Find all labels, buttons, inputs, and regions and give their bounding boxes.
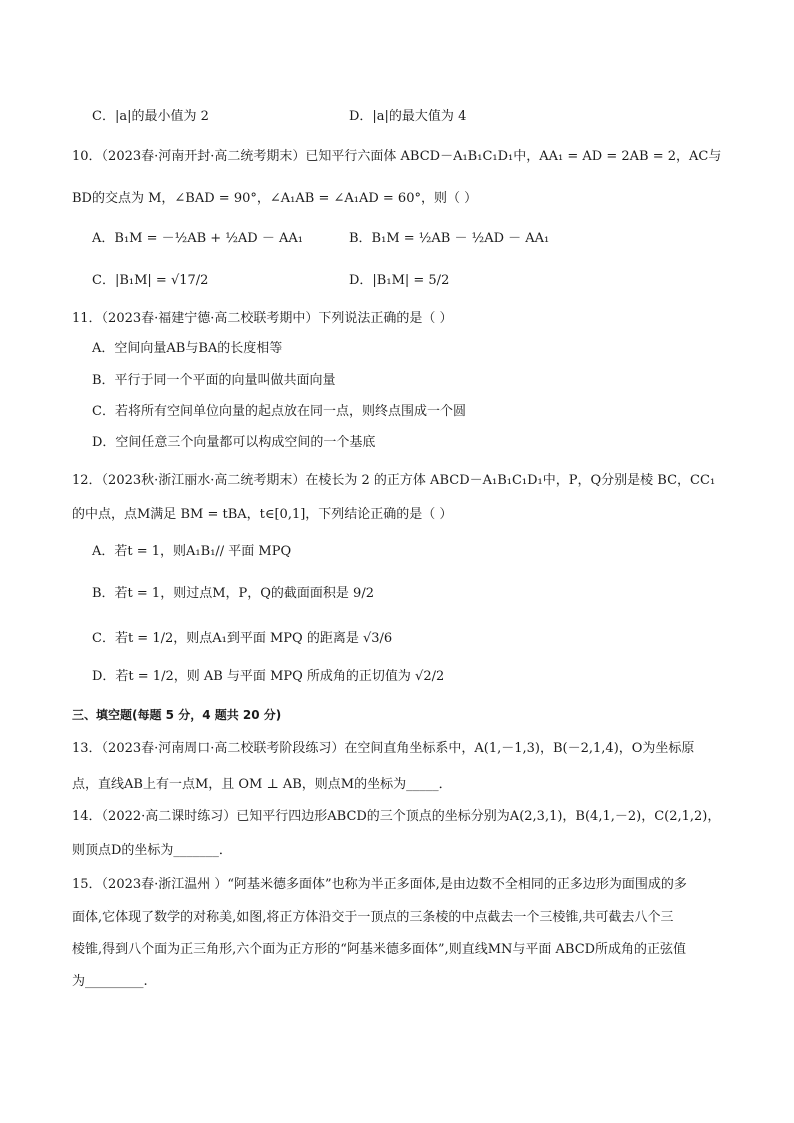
section-3-heading: 三、填空题(每题 5 分，4 题共 20 分) — [72, 708, 282, 722]
q11-option-d: D．空间任意三个向量都可以构成空间的一个基底 — [92, 435, 376, 450]
q14-stem-line2: 则顶点D的坐标为_______． — [72, 843, 232, 858]
q9-option-d: D．|a|的最大值为 4 — [349, 109, 467, 124]
q12-stem-line1: 12．（2023秋·浙江丽水·高二统考期末）在棱长为 2 的正方体 ABCD－A₁B₁C₁D₁中，P，Q分别是棱 BC，CC₁ — [72, 473, 716, 488]
q13-stem-line2: 点，直线AB上有一点M，且 OM ⊥ AB，则点M的坐标为_____． — [72, 777, 452, 792]
q12-option-d: D．若t = 1/2，则 AB 与平面 MPQ 所成角的正切值为 √2/2 — [92, 669, 445, 684]
q10-option-a: A．B₁M = －½AB + ½AD － AA₁ — [92, 231, 303, 246]
q13-stem-line1: 13．（2023春·河南周口·高二校联考阶段练习）在空间直角坐标系中，A(1,－1,3)，B(－2,1,4)，O为坐标原 — [72, 741, 695, 756]
q10-stem-line1: 10．（2023春·河南开封·高二统考期末）已知平行六面体 ABCD－A₁B₁C₁D₁中，AA₁ = AD = 2AB = 2，AC与 — [72, 149, 722, 164]
q11-option-a: A．空间向量AB与BA的长度相等 — [92, 341, 283, 356]
q12-option-a: A．若t = 1，则A₁B₁// 平面 MPQ — [92, 544, 292, 559]
q12-option-b: B．若t = 1，则过点M，P，Q的截面面积是 9/2 — [92, 586, 374, 601]
q10-option-d: D．|B₁M| = 5/2 — [349, 273, 450, 288]
q15-stem-line4: 为_________. — [72, 974, 148, 989]
q12-option-c: C．若t = 1/2，则点A₁到平面 MPQ 的距离是 √3/6 — [92, 631, 393, 646]
q15-stem-line1: 15．（2023春·浙江温州 ）“阿基米德多面体”也称为半正多面体,是由边数不全相同的正多边形为面围成的多 — [72, 877, 687, 892]
q11-option-c: C．若将所有空间单位向量的起点放在同一点，则终点围成一个圆 — [92, 404, 466, 419]
q10-stem-line2: BD的交点为 M，∠BAD = 90°，∠A₁AB = ∠A₁AD = 60°，则（ ） — [72, 191, 478, 206]
q14-stem-line1: 14．（2022·高二课时练习）已知平行四边形ABCD的三个顶点的坐标分别为A(2,3,1)，B(4,1,－2)，C(2,1,2)， — [72, 809, 721, 824]
q15-stem-line3: 棱锥,得到八个面为正三角形,六个面为正方形的“阿基米德多面体”,则直线MN与平面 ABCD所成角的正弦值 — [72, 942, 687, 957]
q10-option-b: B．B₁M = ½AB － ½AD － AA₁ — [349, 231, 550, 246]
q10-option-c: C．|B₁M| = √17/2 — [92, 273, 209, 288]
q9-option-c: C．|a|的最小值为 2 — [92, 109, 209, 124]
q12-stem-line2: 的中点，点M满足 BM = tBA，t∈[0,1]，下列结论正确的是（ ） — [72, 507, 453, 522]
q11-option-b: B．平行于同一个平面的向量叫做共面向量 — [92, 373, 336, 388]
q11-stem: 11．（2023春·福建宁德·高二校联考期中）下列说法正确的是（ ） — [72, 311, 453, 326]
q15-stem-line2: 面体,它体现了数学的对称美,如图,将正方体沿交于一顶点的三条棱的中点截去一个三棱锥,共可截去八个三 — [72, 910, 674, 925]
